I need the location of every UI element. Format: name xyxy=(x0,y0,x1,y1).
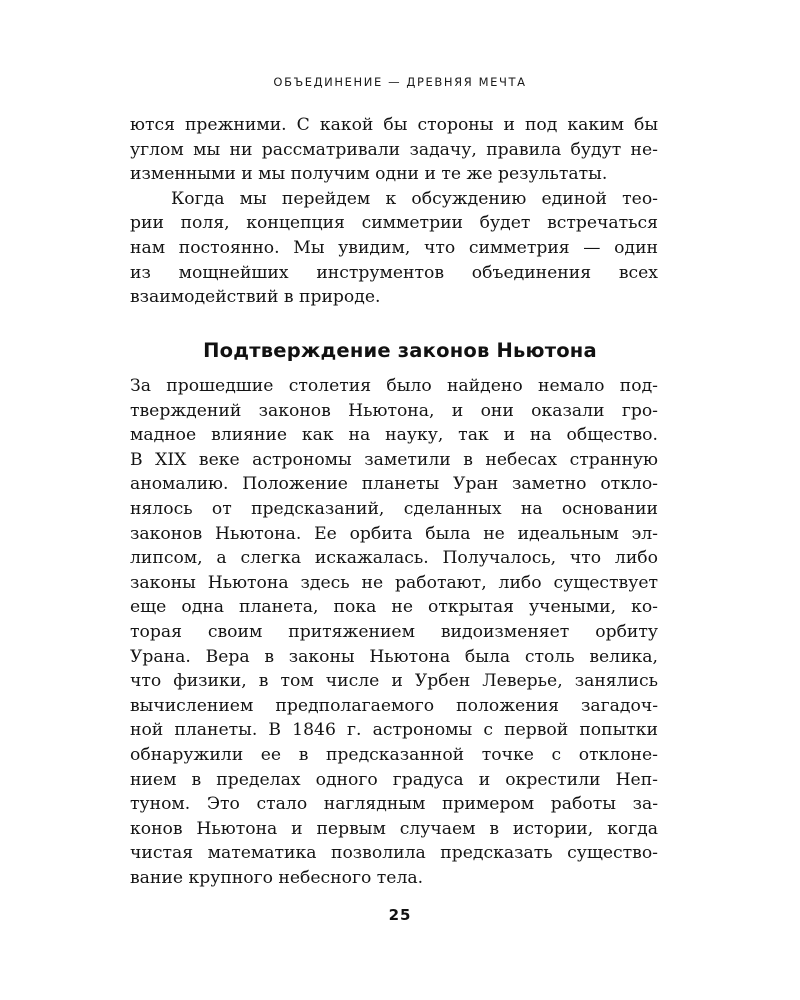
text-line: В XIX веке астрономы заметили в небесах странную xyxy=(130,449,658,470)
text-line: ной планеты. В 1846 г. астрономы с первой попытки xyxy=(130,720,658,741)
text-line: торая своим притяжением видоизменяет орбиту xyxy=(130,621,658,642)
text-line: мадное влияние как на науку, так и на общество. xyxy=(130,425,658,446)
section-title: Подтверждение законов Ньютона xyxy=(203,339,597,362)
page-number: 25 xyxy=(388,906,412,924)
text-line: рии поля, концепция симметрии будет встречаться xyxy=(130,213,658,234)
text-line: нием в пределах одного градуса и окрестили Неп- xyxy=(130,769,658,790)
text-line: взаимодействий в природе. xyxy=(130,287,381,308)
text-line: законы Ньютона здесь не работают, либо существует xyxy=(130,572,658,593)
text-line: изменными и мы получим одни и те же результаты. xyxy=(130,164,608,185)
text-line: нялось от предсказаний, сделанных на основании xyxy=(130,498,658,519)
text-line: Когда мы перейдем к обсуждению единой тео- xyxy=(171,188,658,209)
body-text-section xyxy=(130,374,658,890)
text-line: тверждений законов Ньютона, и они оказали гро- xyxy=(130,400,658,421)
text-line: аномалию. Положение планеты Уран заметно откло- xyxy=(130,474,658,495)
text-line: конов Ньютона и первым случаем в истории, когда xyxy=(130,818,658,839)
text-line: нам постоянно. Мы увидим, что симметрия — один xyxy=(130,237,658,258)
text-line: обнаружили ее в предсказанной точке с отклоне- xyxy=(130,744,658,765)
text-line: еще одна планета, пока не открытая учеными, ко- xyxy=(130,597,658,618)
text-line: из мощнейших инструментов объединения всех xyxy=(130,262,658,283)
text-line: что физики, в том числе и Урбен Леверье, занялись xyxy=(130,671,658,692)
text-line: вычислением предполагаемого положения загадоч- xyxy=(130,695,658,716)
running-head: ОБЪЕДИНЕНИЕ — ДРЕВНЯЯ МЕЧТА xyxy=(273,75,527,89)
text-line: туном. Это стало наглядным примером работы за- xyxy=(130,794,658,815)
text-line: ются прежними. С какой бы стороны и под каким бы xyxy=(130,115,658,135)
text-line: вание крупного небесного тела. xyxy=(130,867,424,888)
text-line: чистая математика позволила предсказать существо- xyxy=(130,843,658,864)
body-text-top xyxy=(130,113,658,310)
text-line: Урана. Вера в законы Ньютона была столь велика, xyxy=(130,646,658,667)
text-line: липсом, а слегка искажалась. Получалось, что либо xyxy=(130,548,658,569)
text-line: За прошедшие столетия было найдено немало под- xyxy=(130,376,658,396)
text-line: углом мы ни рассматривали задачу, правила будут не- xyxy=(130,139,658,160)
text-line: законов Ньютона. Ее орбита была не идеальным эл- xyxy=(130,523,658,544)
